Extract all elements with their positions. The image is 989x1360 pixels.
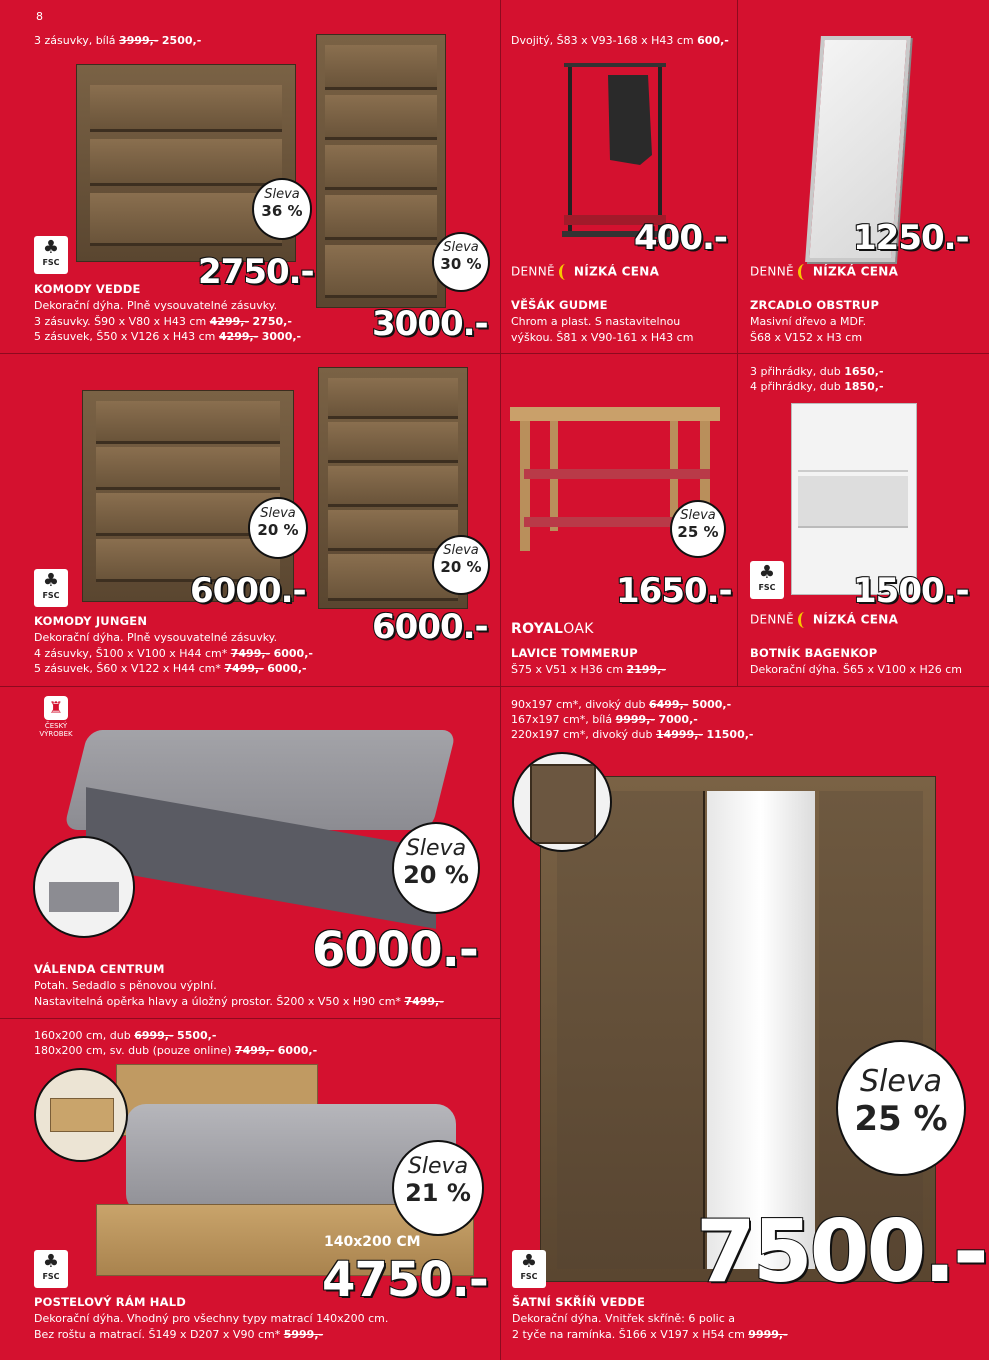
czech-product-badge: ♜ ČESKÝ VÝROBEK <box>39 698 73 738</box>
fsc-badge: ♣ FSC <box>512 1250 546 1288</box>
old-price: 3999,- <box>119 34 159 47</box>
fsc-badge: ♣ FSC <box>34 569 68 607</box>
new-price: 2500,- <box>161 34 202 47</box>
price: 6000.- <box>190 571 306 611</box>
product-satni-skrin-vedde[interactable] <box>500 686 989 1360</box>
size-label: 140x200 CM <box>324 1234 421 1250</box>
fsc-badge: ♣ FSC <box>34 236 68 274</box>
product-desc: Dekorační dýha. Plně vysouvatelné zásuvky. 4 zásuvky, Š100 x V100 x H44 cm* 7499,- 6000,- 5 zásuvek, Š60 x V122 x H44 cm* 7499,- 6000,- <box>34 631 313 675</box>
ring-icon <box>798 264 811 280</box>
discount-bubble: Sleva 21 % <box>392 1140 484 1236</box>
product-desc: Masivní dřevo a MDF. Š68 x V152 x H3 cm <box>750 315 867 344</box>
price: 1500.- <box>853 571 969 611</box>
product-title: ŠATNÍ SKŘÍŇ VEDDE <box>512 1295 646 1309</box>
discount-bubble: Sleva 25 % <box>670 500 726 558</box>
discount-bubble: Sleva 36 % <box>252 178 312 240</box>
variant-lines: 160x200 cm, dub 6999,- 5500,- 180x200 cm, sv. dub (pouze online) 7499,- 6000,- <box>34 1029 318 1057</box>
product-desc: Š75 x V51 x H36 cm 2199,- <box>511 663 666 676</box>
product-desc: Dekorační dýha. Vnitřek skříně: 6 polic a 2 tyče na ramínka. Š166 x V197 x H54 cm 9999,- <box>512 1312 788 1341</box>
variant-lines: 90x197 cm*, divoký dub 6499,- 5000,- 167x197 cm*, bílá 9999,- 7000,- 220x197 cm*, divoký dub 14999,- 11500,- <box>511 698 754 741</box>
product-botnik-bagenkop[interactable] <box>737 353 989 686</box>
product-desc: Dekorační dýha. Vhodný pro všechny typy matrací 140x200 cm. Bez roštu a matrací. Š149 x D207 x V90 cm* 5999,- <box>34 1312 389 1341</box>
variant-text: 3 zásuvky, bílá <box>34 34 120 47</box>
product-vesak-gudme[interactable] <box>500 0 737 353</box>
drawer-detail-image <box>34 1068 128 1162</box>
variant-lines: 3 přihrádky, dub 1650,- 4 přihrádky, dub 1850,- <box>750 365 884 393</box>
tree-icon: ♣ <box>520 1251 538 1272</box>
price: 6000.- <box>372 607 488 647</box>
product-desc: Potah. Sedadlo s pěnovou výplní. Nastavitelná opěrka hlavy a úložný prostor. Š200 x V50 x H90 cm* 7499,- <box>34 979 444 1008</box>
tree-icon: ♣ <box>758 562 776 583</box>
product-title: LAVICE TOMMERUP <box>511 646 638 660</box>
chest-5-drawer-image <box>316 34 446 308</box>
price: 2750.- <box>198 252 314 292</box>
daily-low-price-logo: DENNĚ NÍZKÁ CENA <box>750 264 899 279</box>
ring-icon <box>559 264 572 280</box>
product-komody-vedde[interactable] <box>0 0 500 353</box>
price: 7500.- <box>696 1202 986 1302</box>
discount-bubble: Sleva 20 % <box>392 822 480 914</box>
fsc-badge: ♣ FSC <box>34 1250 68 1288</box>
tree-icon: ♣ <box>42 237 60 258</box>
price: 1250.- <box>853 218 969 258</box>
product-desc: Dekorační dýha. Š65 x V100 x H26 cm <box>750 663 963 676</box>
product-title: VÁLENDA CENTRUM <box>34 962 165 976</box>
discount-bubble: Sleva 25 % <box>836 1040 966 1176</box>
daily-low-price-logo: DENNĚ NÍZKÁ CENA <box>511 264 660 279</box>
price: 3000.- <box>372 304 488 344</box>
coat-rack-image <box>560 55 675 245</box>
discount-bubble: Sleva 20 % <box>432 535 490 595</box>
daily-low-price-logo: DENNĚ NÍZKÁ CENA <box>750 612 899 627</box>
price: 400.- <box>634 218 727 258</box>
product-komody-jungen[interactable] <box>0 353 500 686</box>
shoe-cabinet-image <box>791 403 917 595</box>
product-title: KOMODY VEDDE <box>34 282 141 296</box>
lion-icon: ♜ <box>44 696 68 720</box>
page-number: 8 <box>36 10 43 23</box>
product-title: KOMODY JUNGEN <box>34 614 148 628</box>
product-title: POSTELOVÝ RÁM HALD <box>34 1295 187 1309</box>
tree-icon: ♣ <box>42 570 60 591</box>
price: 1650.- <box>616 571 732 611</box>
fsc-badge: ♣ FSC <box>750 561 784 599</box>
product-postelovy-ram-hald[interactable] <box>0 1018 500 1360</box>
product-valenda-centrum[interactable] <box>0 686 500 1018</box>
wardrobe-interior-image <box>512 752 612 852</box>
product-title: ZRCADLO OBSTRUP <box>750 298 880 312</box>
royal-oak-logo: ROYALOAK <box>511 621 594 637</box>
product-desc: Chrom a plast. S nastavitelnou výškou. Š81 x V90-161 x H43 cm <box>511 315 694 344</box>
product-title: BOTNÍK BAGENKOP <box>750 646 878 660</box>
tree-icon: ♣ <box>42 1251 60 1272</box>
price: 4750.- <box>322 1252 488 1308</box>
storage-detail-image <box>33 836 135 938</box>
product-desc: Dekorační dýha. Plně vysouvatelné zásuvky. 3 zásuvky. Š90 x V80 x H43 cm 4299,- 2750,- 5 zásuvek, Š50 x V126 x H43 cm 4299,- 3000,- <box>34 299 302 343</box>
price: 6000.- <box>312 922 478 978</box>
product-zrcadlo-obstrup[interactable] <box>737 0 989 353</box>
discount-bubble: Sleva 30 % <box>432 232 490 292</box>
variant-line <box>34 33 201 48</box>
ring-icon <box>798 612 811 628</box>
discount-bubble: Sleva 20 % <box>248 497 308 559</box>
product-title: VĚŠÁK GUDME <box>511 298 608 312</box>
variant-line: Dvojitý, Š83 x V93-168 x H43 cm 600,- <box>511 34 729 47</box>
product-lavice-tommerup[interactable] <box>500 353 737 686</box>
